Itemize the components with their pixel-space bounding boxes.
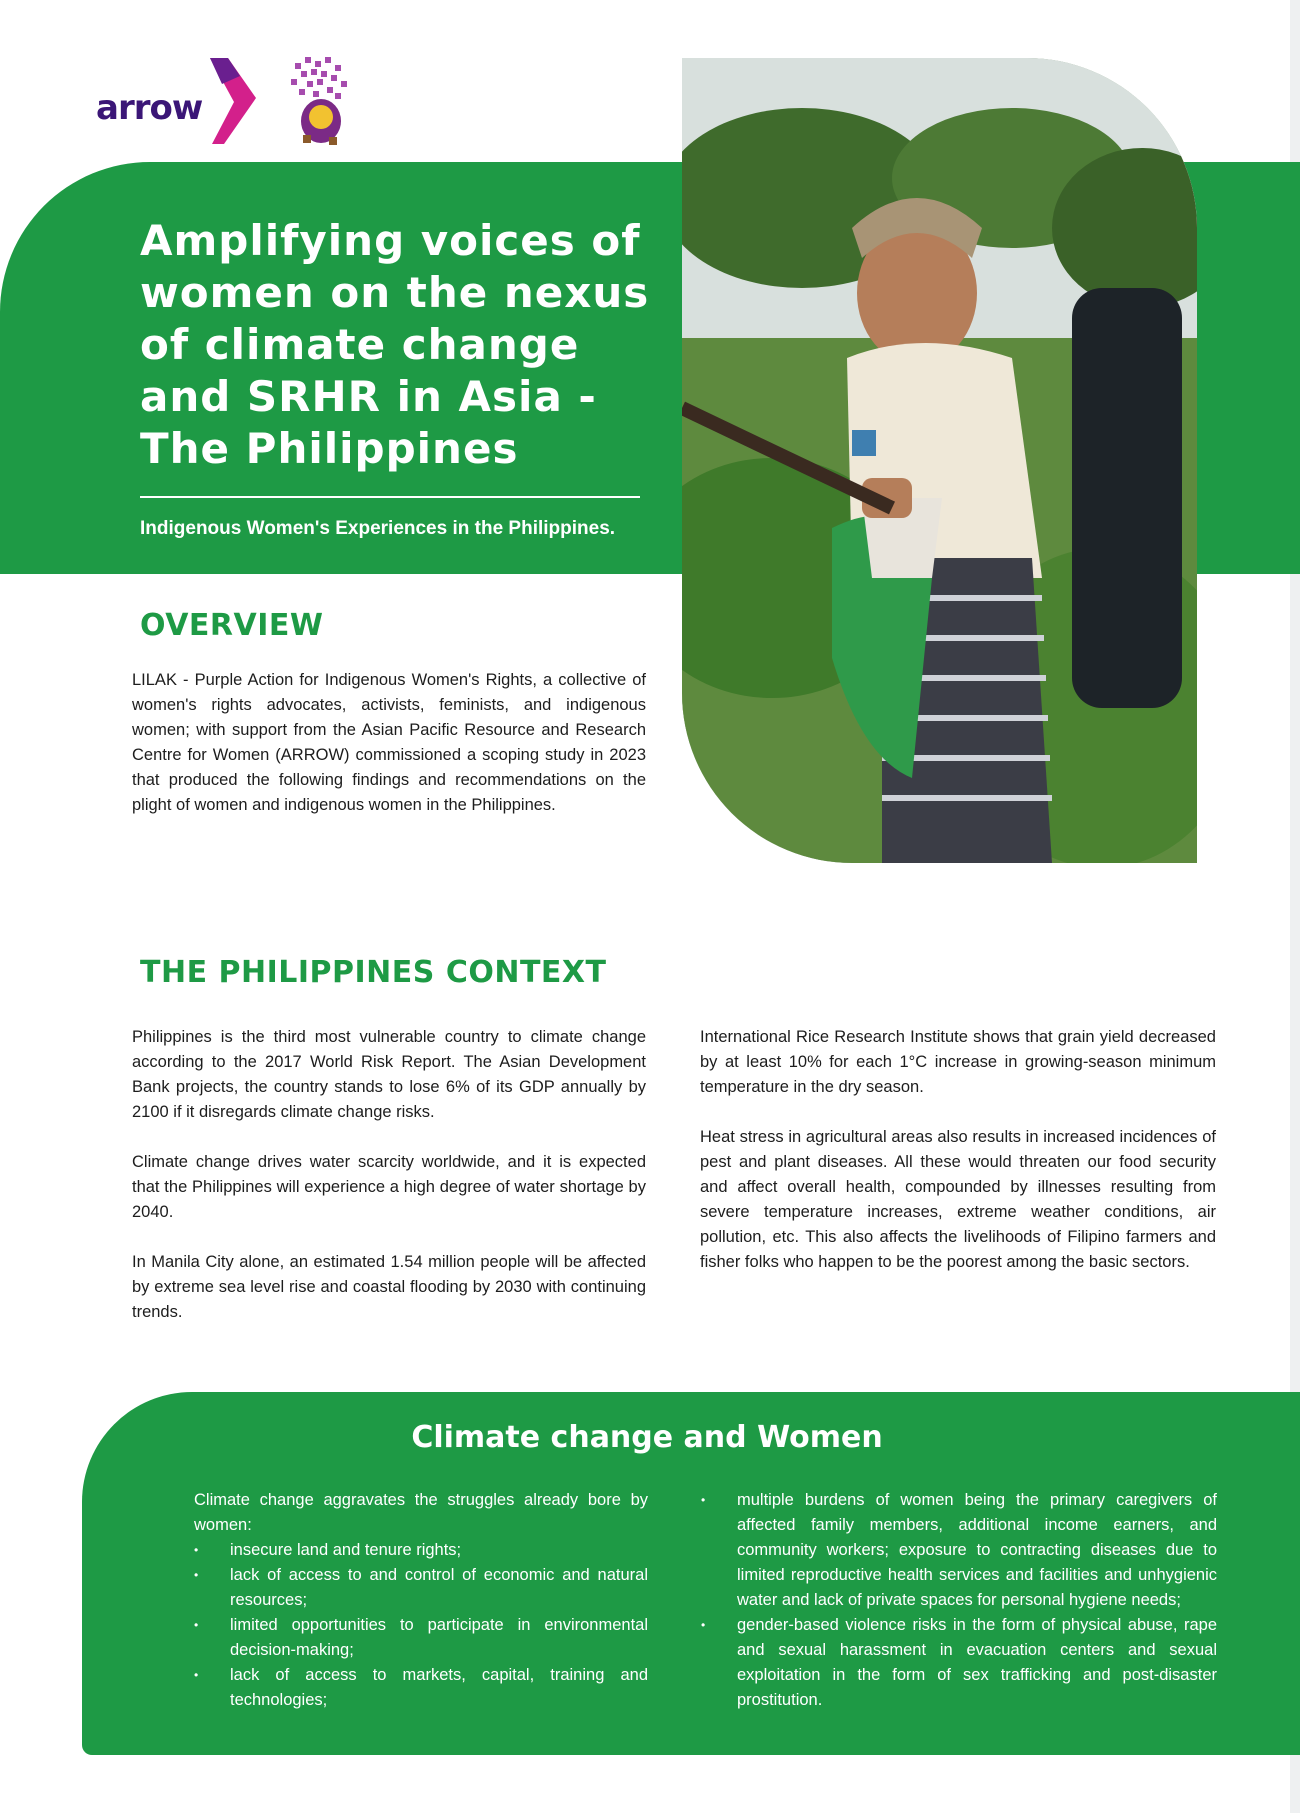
context-paragraph: Philippines is the third most vulnerable country to climate change according to the 2017 World Risk Report. The Asian Development Bank projects, the country stands to lose 6% of its GDP annually by 2100 if it disregards climate change risks.: [132, 1028, 646, 1121]
context-heading: THE PHILIPPINES CONTEXT: [140, 955, 607, 990]
list-item: • insecure land and tenure rights;: [194, 1538, 648, 1563]
context-paragraph: International Rice Research Institute shows that grain yield decreased by at least 10% for each 1°C increase in growing-season minimum temperature in the dry season.: [700, 1028, 1216, 1096]
context-paragraph: Climate change drives water scarcity worldwide, and it is expected that the Philippines will experience a high degree of water shortage by 2040.: [132, 1153, 646, 1221]
women-list-left: [194, 1538, 648, 1713]
title-divider: [140, 496, 640, 498]
list-item: • lack of access to and control of economic and natural resources;: [194, 1563, 648, 1613]
arrow-wordmark: arrow: [96, 88, 203, 128]
women-list-right: [701, 1488, 1217, 1713]
lilak-logo: [285, 55, 355, 155]
page-subtitle: Indigenous Women's Experiences in the Philippines.: [140, 518, 616, 539]
overview-text: LILAK - Purple Action for Indigenous Women's Rights, a collective of women's rights advocates, activists, feminists, and indigenous women; with support from the Asian Pacific Resource and Research Centre for Women (ARROW) commissioned a scoping study in 2023 that produced the following findings and recommendations on the plight of women and indigenous women in the Philippines.: [132, 671, 646, 814]
list-item: • gender-based violence risks in the form of physical abuse, rape and sexual harassment in evacuation centers and sexual exploitation in the form of sex trafficking and post-disaster prostitution.: [701, 1613, 1217, 1713]
list-item: • lack of access to markets, capital, training and technologies;: [194, 1663, 648, 1713]
woman-farmer-photo: [682, 58, 1197, 863]
overview-heading: OVERVIEW: [140, 608, 324, 643]
list-item: • multiple burdens of women being the primary caregivers of affected family members, additional income earners, and community workers; exposure to contracting diseases due to limited reproductive health services and facilities and unhygienic water and lack of private spaces for personal hygiene needs;: [701, 1488, 1217, 1613]
women-heading: Climate change and Women: [411, 1420, 883, 1455]
women-intro: Climate change aggravates the struggles already bore by women:: [194, 1491, 648, 1534]
context-paragraph: In Manila City alone, an estimated 1.54 million people will be affected by extreme sea level rise and coastal flooding by 2030 with continuing trends.: [132, 1253, 646, 1321]
arrow-chevron-icon: [206, 58, 258, 144]
context-paragraph: Heat stress in agricultural areas also results in increased incidences of pest and plant diseases. All these would threaten our food security and affect overall health, compounded by illnesses resulting from severe temperature increases, extreme weather conditions, air pollution, etc. This also affects the livelihoods of Filipino farmers and fisher folks who happen to be the poorest among the basic sectors.: [700, 1128, 1216, 1271]
list-item: • limited opportunities to participate in environmental decision-making;: [194, 1613, 648, 1663]
arrow-logo: [96, 58, 256, 148]
page-title: Amplifying voices of women on the nexus of climate change and SRHR in Asia - The Philippines: [140, 216, 650, 473]
